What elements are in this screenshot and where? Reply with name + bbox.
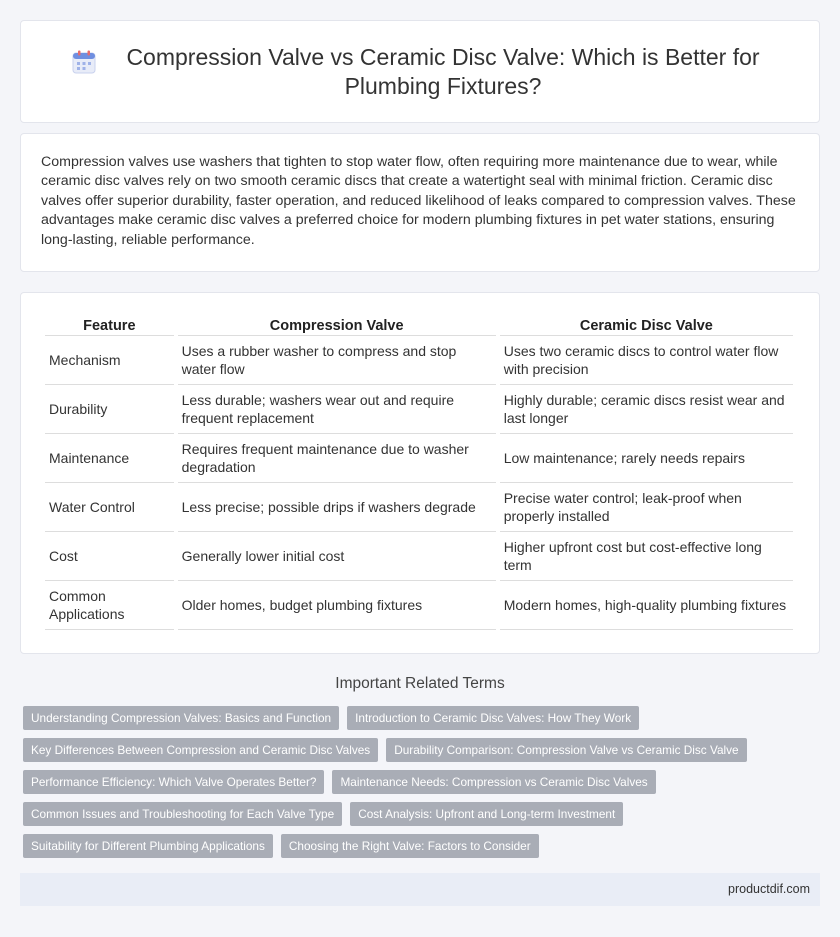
related-term-link[interactable]: Common Issues and Troubleshooting for Each Valve Type	[23, 802, 342, 826]
calendar-icon	[71, 49, 97, 75]
table-row	[45, 336, 793, 385]
intro-card	[20, 133, 820, 272]
table-row	[45, 581, 793, 630]
footer-site-name: productdif.com	[728, 882, 810, 896]
table-row	[45, 434, 793, 483]
table-row	[45, 532, 793, 581]
cell-ceramic: Modern homes, high-quality plumbing fixtures	[500, 581, 793, 630]
cell-feature: Common Applications	[45, 581, 174, 630]
header-ceramic-disc-valve: Ceramic Disc Valve	[500, 316, 793, 336]
related-term-link[interactable]: Durability Comparison: Compression Valve vs Ceramic Disc Valve	[386, 738, 746, 762]
tag-row	[23, 834, 803, 858]
cell-ceramic: Low maintenance; rarely needs repairs	[500, 434, 793, 483]
cell-compression: Older homes, budget plumbing fixtures	[178, 581, 496, 630]
cell-feature: Mechanism	[45, 336, 174, 385]
cell-feature: Maintenance	[45, 434, 174, 483]
cell-ceramic: Higher upfront cost but cost-effective long term	[500, 532, 793, 581]
title-wrap	[71, 43, 769, 101]
cell-ceramic: Highly durable; ceramic discs resist wear and last longer	[500, 385, 793, 434]
related-term-link[interactable]: Choosing the Right Valve: Factors to Consider	[281, 834, 539, 858]
title-card	[20, 20, 820, 123]
related-term-link[interactable]: Maintenance Needs: Compression vs Ceramic Disc Valves	[332, 770, 655, 794]
comparison-table	[41, 316, 797, 630]
cell-feature: Water Control	[45, 483, 174, 532]
related-terms-list	[23, 706, 803, 866]
related-term-link[interactable]: Key Differences Between Compression and Ceramic Disc Valves	[23, 738, 378, 762]
header-feature: Feature	[45, 316, 174, 336]
related-term-link[interactable]: Understanding Compression Valves: Basics and Function	[23, 706, 339, 730]
related-terms-title: Important Related Terms	[335, 675, 505, 692]
related-term-link[interactable]: Introduction to Ceramic Disc Valves: How They Work	[347, 706, 639, 730]
cell-compression: Requires frequent maintenance due to washer degradation	[178, 434, 496, 483]
tag-row	[23, 770, 803, 794]
cell-ceramic: Uses two ceramic discs to control water flow with precision	[500, 336, 793, 385]
related-term-link[interactable]: Cost Analysis: Upfront and Long-term Investment	[350, 802, 623, 826]
footer	[20, 873, 820, 906]
intro-paragraph: Compression valves use washers that tighten to stop water flow, often requiring more maintenance due to wear, while ceramic disc valves rely on two smooth ceramic discs that create a watertight seal with minimal friction. Ceramic disc valves offer superior durability, faster operation, and reduced likelihood of leaks compared to compression valves. These advantages make ceramic disc valves a preferred choice for modern plumbing fixtures in pet water stations, ensuring long-lasting, reliable performance.	[41, 154, 796, 248]
header-compression-valve: Compression Valve	[178, 316, 496, 336]
table-row	[45, 483, 793, 532]
related-term-link[interactable]: Performance Efficiency: Which Valve Operates Better?	[23, 770, 324, 794]
comparison-table-card	[20, 292, 820, 654]
page-title: Compression Valve vs Ceramic Disc Valve: Which is Better for Plumbing Fixtures?	[126, 43, 760, 99]
cell-compression: Uses a rubber washer to compress and stop water flow	[178, 336, 496, 385]
related-term-link[interactable]: Suitability for Different Plumbing Applications	[23, 834, 273, 858]
cell-feature: Durability	[45, 385, 174, 434]
cell-feature: Cost	[45, 532, 174, 581]
tag-row	[23, 706, 803, 730]
tag-row	[23, 738, 803, 762]
tag-row	[23, 802, 803, 826]
table-header-row	[45, 316, 793, 336]
cell-compression: Generally lower initial cost	[178, 532, 496, 581]
cell-compression: Less precise; possible drips if washers degrade	[178, 483, 496, 532]
cell-compression: Less durable; washers wear out and require frequent replacement	[178, 385, 496, 434]
cell-ceramic: Precise water control; leak-proof when properly installed	[500, 483, 793, 532]
table-row	[45, 385, 793, 434]
